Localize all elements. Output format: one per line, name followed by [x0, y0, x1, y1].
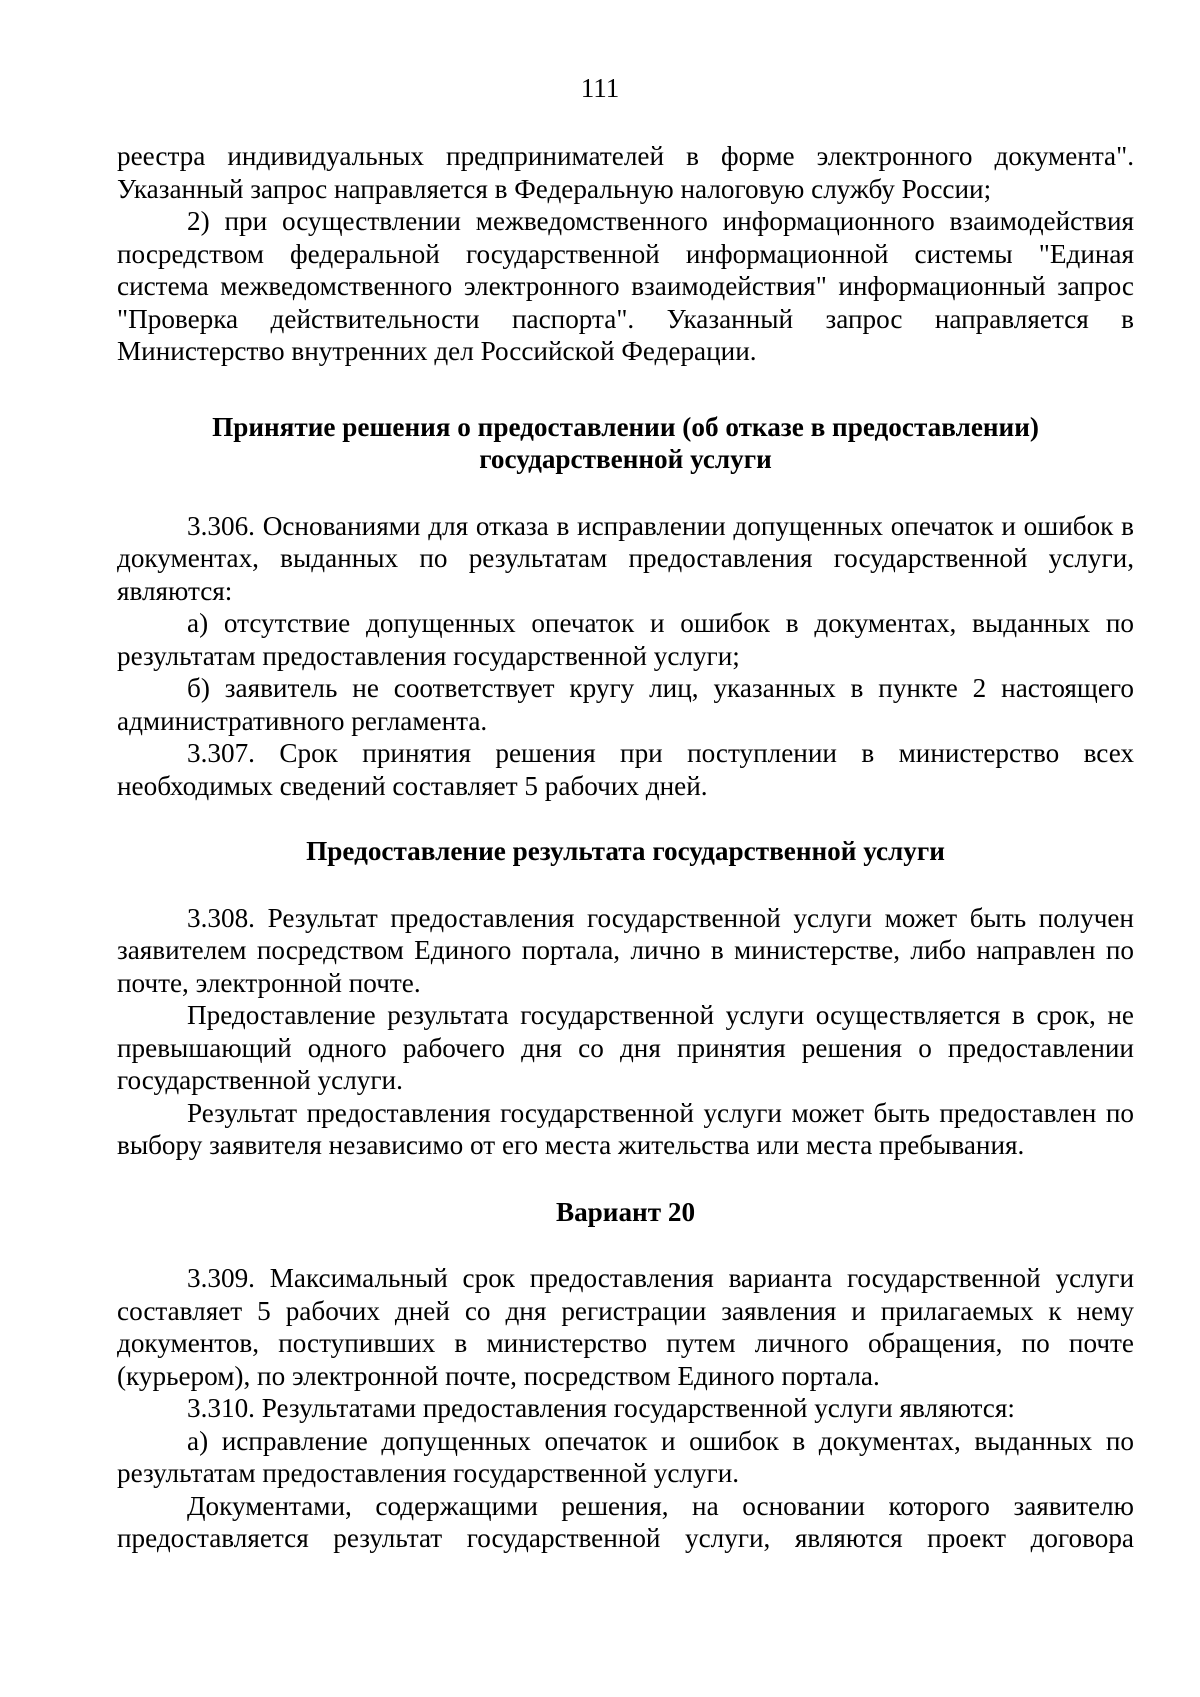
paragraph-3-309: 3.309. Максимальный срок предоставления варианта государственной услуги составляет 5 рабочих дней со дня регистрации заявления и прилагаемых к нему документов, поступивших в министерство путем личного обращения, по почте (курьером), по электронной почте, посредством Единого портала. — [117, 1263, 1134, 1391]
paragraph-3-310-a: а) исправление допущенных опечаток и ошибок в документах, выданных по результатам предоставления государственной услуги. — [117, 1425, 1134, 1488]
page-number: 111 — [580, 73, 620, 103]
paragraph-3-306-b: б) заявитель не соответствует кругу лиц, указанных в пункте 2 настоящего административного регламента. — [117, 673, 1134, 736]
paragraph-3-306: 3.306. Основаниями для отказа в исправлении допущенных опечаток и ошибок в документах, выданных по результатам предоставления государственной услуги, являются: — [117, 510, 1134, 606]
document-body — [117, 140, 1134, 1555]
paragraph-result-term: Предоставление результата государственной услуги осуществляется в срок, не превышающий одного рабочего дня со дня принятия решения о предоставлении государственной услуги. — [117, 1000, 1134, 1095]
paragraph-3-307: 3.307. Срок принятия решения при поступлении в министерство всех необходимых сведений составляет 5 рабочих дней. — [117, 738, 1134, 801]
paragraph-registry-request: реестра индивидуальных предпринимателей в форме электронного документа". Указанный запрос направляется в Федеральную налоговую службу России; — [117, 141, 1134, 204]
paragraph-passport-check-request: 2) при осуществлении межведомственного информационного взаимодействия посредством федеральной государственной информационной системы "Единая система межведомственного электронного взаимодействия" информационный запрос "Проверка действительности паспорта". Указанный запрос направляется в Министерство внутренних дел Российской Федерации. — [117, 206, 1134, 366]
heading-result-provision: Предоставление результата государственной услуги — [306, 836, 945, 866]
paragraph-3-306-a: а) отсутствие допущенных опечаток и ошибок в документах, выданных по результатам предоставления государственной услуги; — [117, 608, 1134, 671]
paragraph-3-308: 3.308. Результат предоставления государственной услуги может быть получен заявителем посредством Единого портала, лично в министерстве, либо направлен по почте, электронной почте. — [117, 902, 1134, 998]
heading-variant-20: Вариант 20 — [555, 1196, 696, 1227]
paragraph-3-310: 3.310. Результатами предоставления государственной услуги являются: — [187, 1393, 1015, 1423]
paragraph-decision-documents: Документами, содержащими решения, на основании которого заявителю предоставляется результат государственной услуги, являются проект договора — [117, 1490, 1134, 1553]
heading-decision: Принятие решения о предоставлении (об отказе в предоставлении) государственной услуги — [212, 411, 1039, 474]
paragraph-result-choice: Результат предоставления государственной услуги может быть предоставлен по выбору заявителя независимо от его места жительства или места пребывания. — [117, 1097, 1134, 1160]
